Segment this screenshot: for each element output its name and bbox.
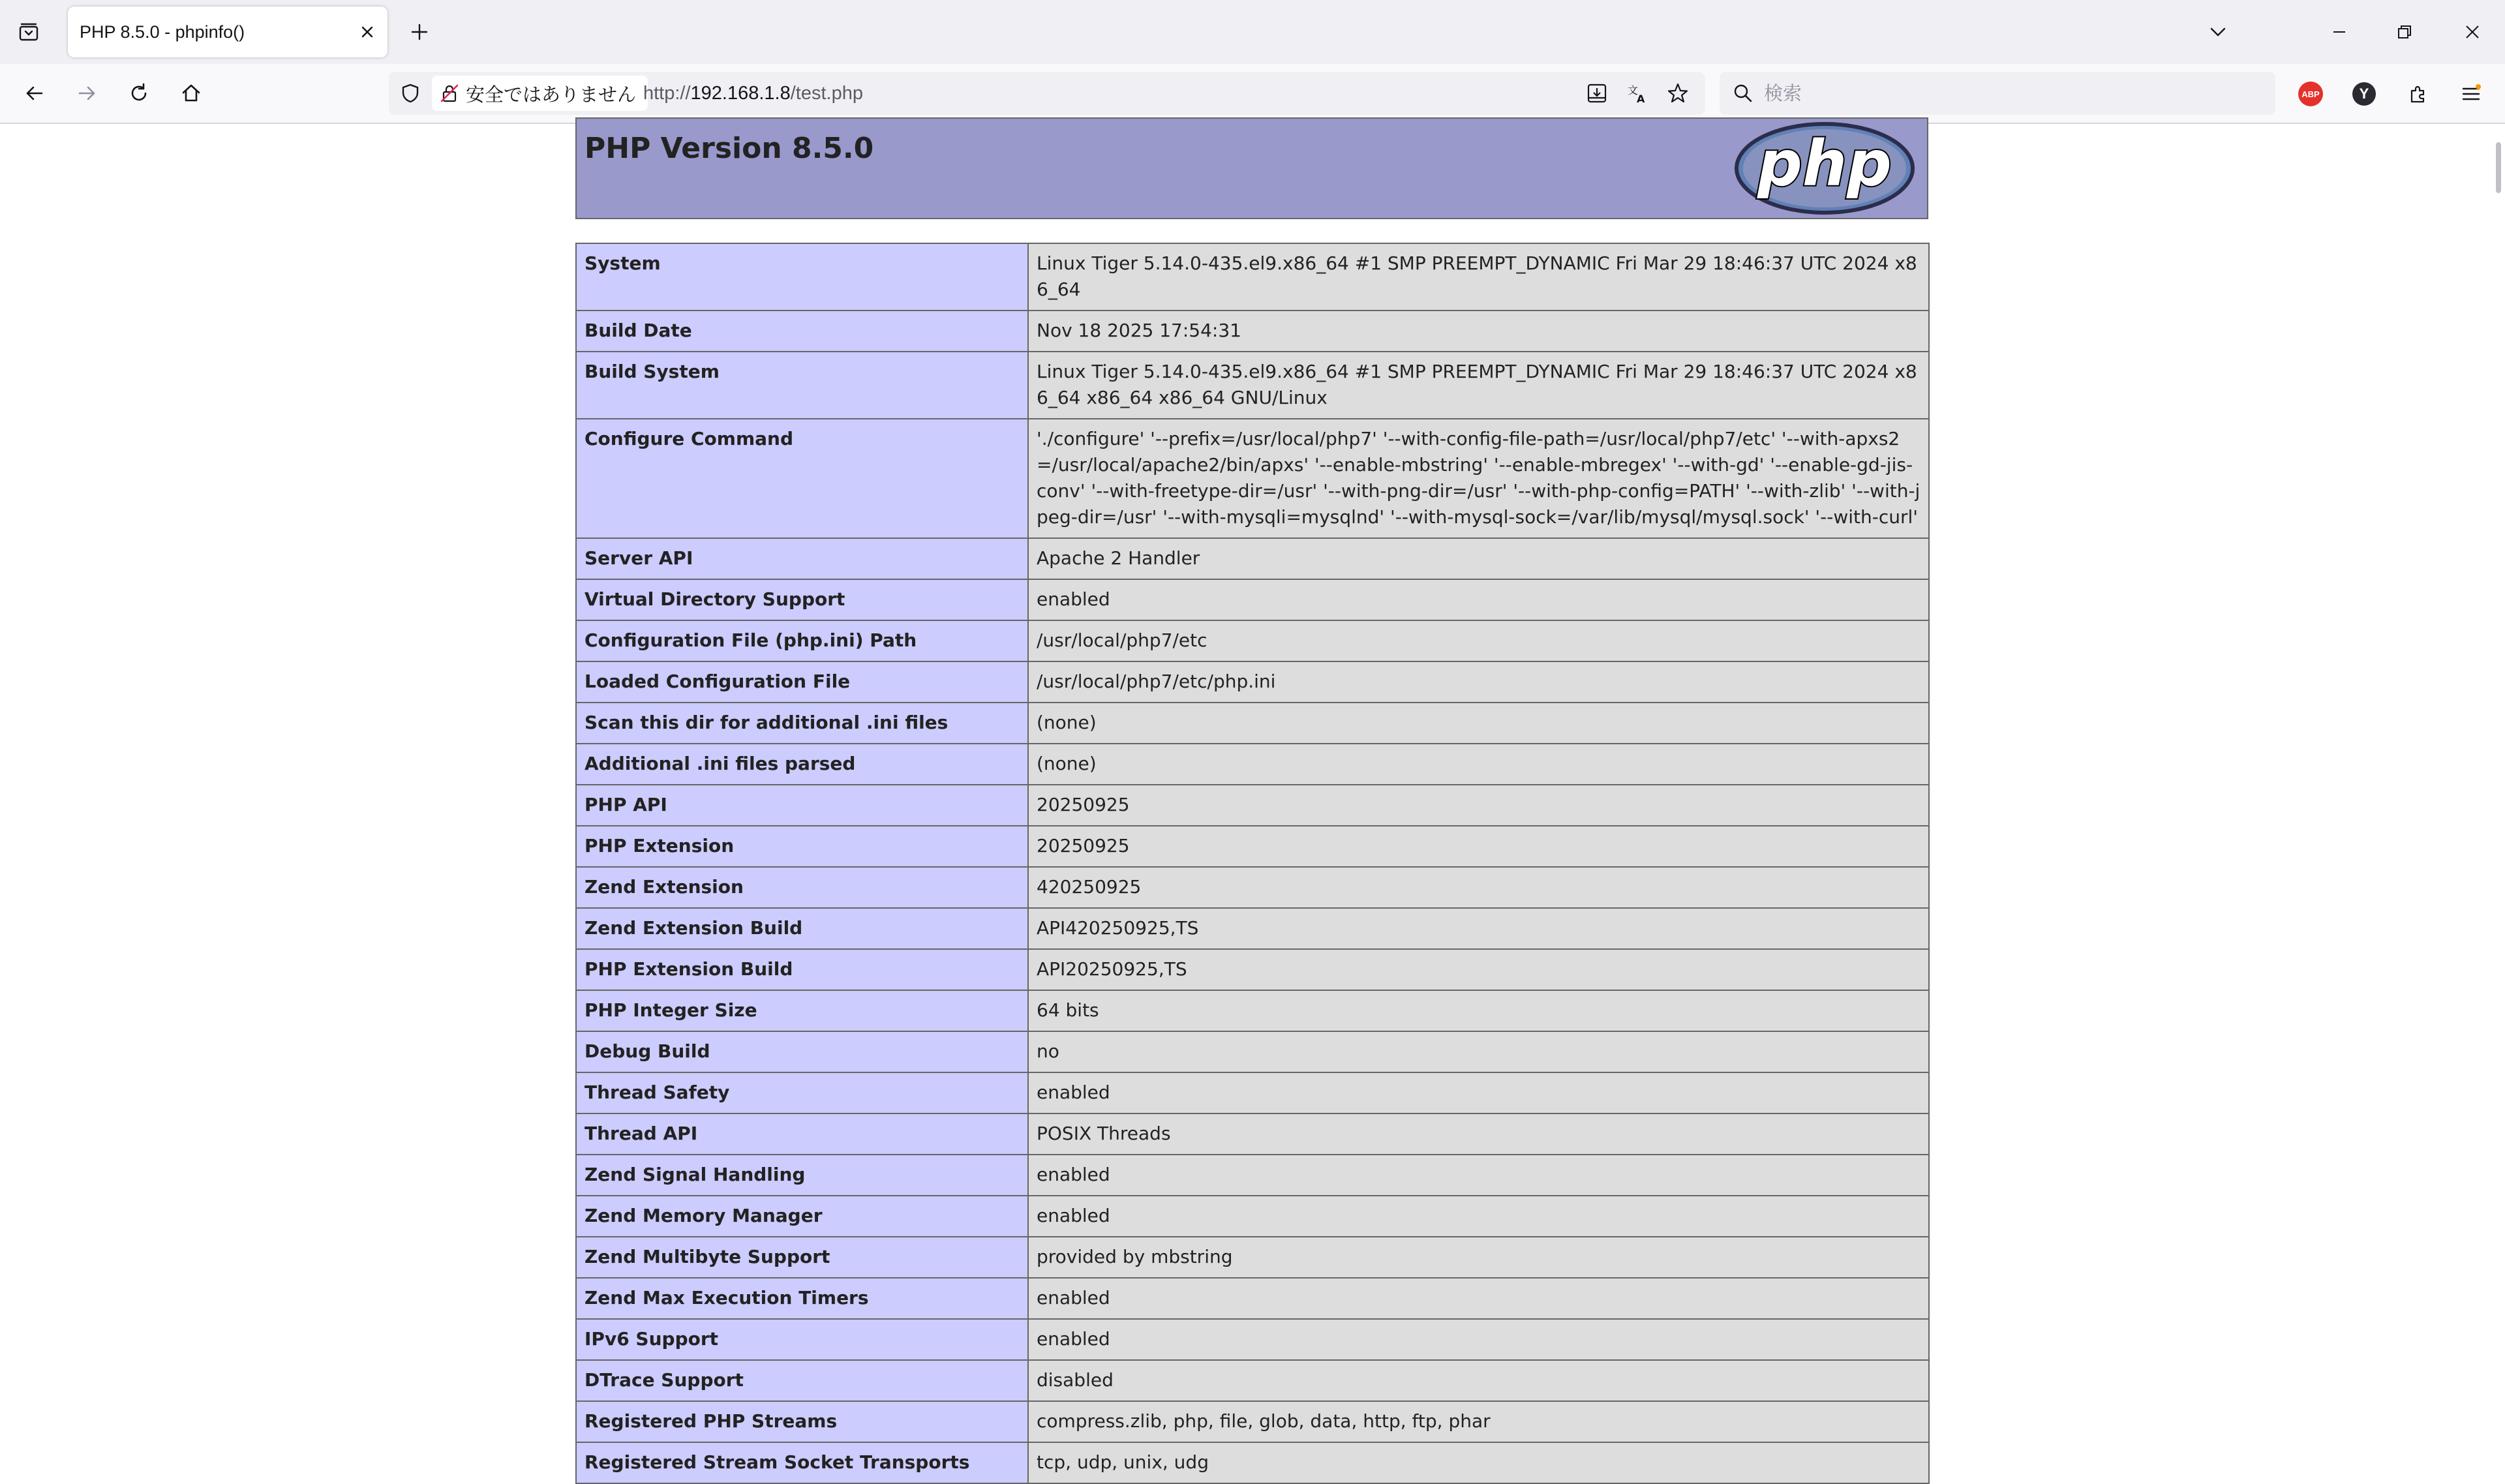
star-icon	[1667, 82, 1689, 104]
row-value: enabled	[1028, 1278, 1929, 1319]
table-row	[576, 1155, 1929, 1196]
row-value: disabled	[1028, 1360, 1929, 1401]
url-text[interactable]	[643, 72, 863, 115]
row-label: PHP Extension	[576, 826, 1028, 867]
row-label: Zend Max Execution Timers	[576, 1278, 1028, 1319]
row-value: 20250925	[1028, 826, 1929, 867]
row-value: 20250925	[1028, 785, 1929, 826]
site-security-indicator[interactable]	[432, 76, 648, 111]
table-row	[576, 352, 1929, 419]
insecure-lock-icon	[440, 83, 459, 103]
puzzle-icon	[2406, 83, 2429, 105]
back-button[interactable]	[17, 76, 52, 111]
app-menu-button[interactable]	[2453, 76, 2489, 112]
minimize-button[interactable]	[2321, 14, 2358, 50]
reload-button[interactable]	[121, 76, 157, 111]
row-label: Zend Memory Manager	[576, 1196, 1028, 1237]
tab-list-icon	[18, 22, 40, 44]
page-scrollbar[interactable]	[2496, 142, 2501, 193]
row-value: (none)	[1028, 703, 1929, 744]
plus-icon	[410, 22, 429, 42]
tracking-protection-button[interactable]	[397, 80, 424, 107]
table-row	[576, 620, 1929, 661]
row-value: no	[1028, 1031, 1929, 1072]
save-to-pocket-button[interactable]	[1583, 79, 1611, 108]
row-label: System	[576, 243, 1028, 310]
home-button[interactable]	[174, 76, 209, 111]
row-label: Thread API	[576, 1113, 1028, 1155]
security-label: 安全ではありません	[466, 84, 637, 106]
home-icon	[180, 82, 202, 104]
close-window-button[interactable]	[2454, 14, 2491, 50]
active-tab[interactable]	[68, 7, 387, 57]
restore-button[interactable]	[2386, 14, 2423, 50]
search-icon	[1729, 79, 1757, 108]
row-label: Configuration File (php.ini) Path	[576, 620, 1028, 661]
table-row	[576, 785, 1929, 826]
table-row	[576, 867, 1929, 908]
table-row	[576, 419, 1929, 538]
row-label: Server API	[576, 538, 1028, 579]
row-label: Build System	[576, 352, 1028, 419]
table-row	[576, 1442, 1929, 1483]
row-label: Virtual Directory Support	[576, 579, 1028, 620]
row-label: PHP Integer Size	[576, 990, 1028, 1031]
row-label: Configure Command	[576, 419, 1028, 538]
adblock-plus-icon: ABP	[2298, 82, 2323, 106]
list-all-tabs-button[interactable]	[12, 16, 46, 50]
row-label: Zend Multibyte Support	[576, 1237, 1028, 1278]
row-label: Build Date	[576, 310, 1028, 352]
table-row	[576, 1237, 1929, 1278]
row-value: Apache 2 Handler	[1028, 538, 1929, 579]
table-row	[576, 1319, 1929, 1360]
table-row	[576, 826, 1929, 867]
table-row	[576, 1031, 1929, 1072]
row-value: (none)	[1028, 744, 1929, 785]
php-logo[interactable]	[1731, 119, 1918, 217]
table-row	[576, 1401, 1929, 1442]
row-value: enabled	[1028, 1319, 1929, 1360]
url-host: 192.168.1.8	[690, 83, 791, 104]
table-row	[576, 990, 1929, 1031]
url-path: /test.php	[790, 83, 863, 104]
translate-button[interactable]	[1623, 79, 1652, 108]
row-label: PHP Extension Build	[576, 949, 1028, 990]
row-label: DTrace Support	[576, 1360, 1028, 1401]
table-row	[576, 744, 1929, 785]
row-label: Zend Extension Build	[576, 908, 1028, 949]
tab-overflow-button[interactable]	[2200, 14, 2236, 50]
row-value: /usr/local/php7/etc	[1028, 620, 1929, 661]
row-label: Thread Safety	[576, 1072, 1028, 1113]
row-value: Linux Tiger 5.14.0-435.el9.x86_64 #1 SMP PREEMPT_DYNAMIC Fri Mar 29 18:46:37 UTC 2024 x86_64 x86_64 x86_64 GNU/Linux	[1028, 352, 1929, 419]
close-icon	[2463, 22, 2482, 42]
row-label: Zend Signal Handling	[576, 1155, 1028, 1196]
reload-icon	[128, 82, 150, 104]
search-bar[interactable]	[1720, 72, 2275, 115]
info-table-body	[576, 243, 1929, 1483]
table-row	[576, 1360, 1929, 1401]
search-input[interactable]	[1763, 72, 2261, 116]
row-label: PHP API	[576, 785, 1028, 826]
svg-text:文: 文	[1628, 84, 1639, 97]
download-tray-icon	[1586, 82, 1608, 104]
row-value: provided by mbstring	[1028, 1237, 1929, 1278]
restore-icon	[2395, 22, 2414, 42]
table-row	[576, 1072, 1929, 1113]
page-title: PHP Version 8.5.0	[584, 132, 874, 165]
row-label: Zend Extension	[576, 867, 1028, 908]
table-row	[576, 538, 1929, 579]
row-value: API20250925,TS	[1028, 949, 1929, 990]
row-label: Registered Stream Socket Transports	[576, 1442, 1028, 1483]
shield-icon	[400, 83, 421, 104]
row-value: enabled	[1028, 1155, 1929, 1196]
row-label: Registered PHP Streams	[576, 1401, 1028, 1442]
row-value: enabled	[1028, 579, 1929, 620]
row-label: Debug Build	[576, 1031, 1028, 1072]
arrow-right-icon	[76, 82, 98, 104]
navigation-toolbar	[0, 64, 2505, 124]
table-row	[576, 310, 1929, 352]
tab-title: PHP 8.5.0 - phpinfo()	[80, 22, 245, 42]
bookmark-star-button[interactable]	[1663, 79, 1692, 108]
arrow-left-icon	[23, 82, 46, 104]
php-info-table	[575, 243, 1930, 1484]
row-value: tcp, udp, unix, udg	[1028, 1442, 1929, 1483]
php-logo-text: php	[1757, 127, 1892, 200]
table-row	[576, 949, 1929, 990]
hamburger-menu-icon	[2460, 83, 2482, 105]
row-value: /usr/local/php7/etc/php.ini	[1028, 661, 1929, 703]
row-value: Nov 18 2025 17:54:31	[1028, 310, 1929, 352]
row-label: Scan this dir for additional .ini files	[576, 703, 1028, 744]
row-value: API420250925,TS	[1028, 908, 1929, 949]
row-value: './configure' '--prefix=/usr/local/php7' '--with-config-file-path=/usr/local/php7/etc' '--with-apxs2=/usr/local/apache2/bin/apxs' '--enable-mbstring' '--enable-mbregex' '--with-gd' '--enable-gd-jis-conv' '--with-freetype-dir=/usr' '--with-png-dir=/usr' '--with-php-config=PATH' '--with-zlib' '--with-jpeg-dir=/usr' '--with-mysqli=mysqlnd' '--with-mysql-sock=/var/lib/mysql/mysql.sock' '--with-curl'	[1028, 419, 1929, 538]
url-scheme: http://	[643, 83, 691, 104]
row-value: Linux Tiger 5.14.0-435.el9.x86_64 #1 SMP PREEMPT_DYNAMIC Fri Mar 29 18:46:37 UTC 2024 x86_64	[1028, 243, 1929, 310]
row-value: enabled	[1028, 1196, 1929, 1237]
table-row	[576, 703, 1929, 744]
row-value: compress.zlib, php, file, glob, data, http, ftp, phar	[1028, 1401, 1929, 1442]
table-row	[576, 1278, 1929, 1319]
row-label: Additional .ini files parsed	[576, 744, 1028, 785]
page-content	[0, 124, 2505, 1473]
row-label: Loaded Configuration File	[576, 661, 1028, 703]
url-bar[interactable]	[389, 72, 1705, 115]
php-version-header	[575, 117, 1928, 219]
row-value: 64 bits	[1028, 990, 1929, 1031]
table-row	[576, 243, 1929, 310]
extensions-button[interactable]	[2399, 76, 2436, 112]
row-label: IPv6 Support	[576, 1319, 1028, 1360]
svg-text:A: A	[1637, 93, 1645, 105]
tab-bar	[0, 0, 2505, 64]
table-row	[576, 579, 1929, 620]
table-row	[576, 661, 1929, 703]
new-tab-button[interactable]	[403, 16, 436, 48]
table-row	[576, 908, 1929, 949]
translate-icon	[1626, 82, 1648, 104]
adblock-plus-button[interactable]	[2292, 76, 2329, 112]
tab-close-button[interactable]	[354, 18, 381, 46]
minimize-icon	[2330, 22, 2349, 42]
table-row	[576, 1196, 1929, 1237]
row-value: 420250925	[1028, 867, 1929, 908]
y-extension-icon: Y	[2352, 82, 2376, 106]
y-extension-button[interactable]	[2346, 76, 2382, 112]
chevron-down-icon	[2208, 22, 2228, 42]
table-row	[576, 1113, 1929, 1155]
row-value: enabled	[1028, 1072, 1929, 1113]
row-value: POSIX Threads	[1028, 1113, 1929, 1155]
forward-button[interactable]	[69, 76, 104, 111]
close-icon	[359, 24, 375, 40]
